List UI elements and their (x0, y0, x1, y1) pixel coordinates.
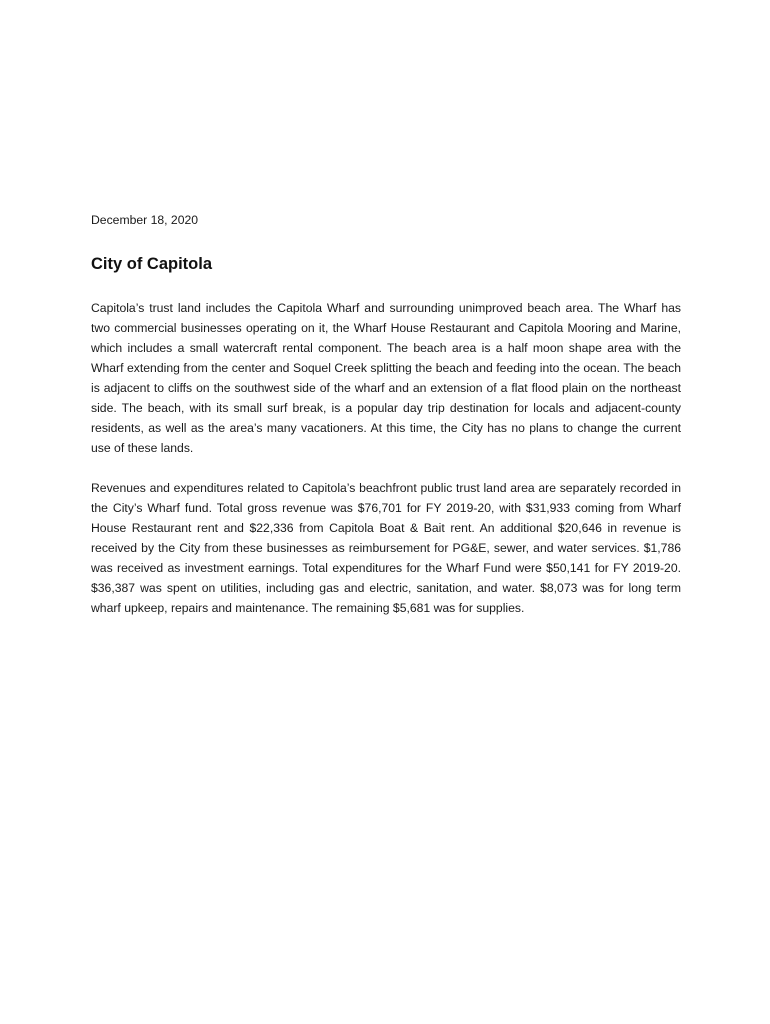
document-date: December 18, 2020 (91, 213, 199, 227)
paragraph-revenues: Revenues and expenditures related to Capitola’s beachfront public trust land area are separately recorded in the City’s Wharf fund. Total gross revenue was $76,701 for FY 2019-20, with $31,933 coming from Wharf House Restaurant rent and $22,336 from Capitola Boat & Bait rent. An additional $20,646 in revenue is received by the City from these businesses as reimbursement for PG&E, sewer, and water services. $1,786 was received as investment earnings. Total expenditures for the Wharf Fund were $50,141 for FY 2019-20. $36,387 was spent on utilities, including gas and electric, sanitation, and water. $8,073 was for long term wharf upkeep, repairs and maintenance. The remaining $5,681 was for supplies. (91, 481, 681, 615)
document-title: City of Capitola (91, 255, 213, 273)
paragraph-trust-land: Capitola’s trust land includes the Capitola Wharf and surrounding unimproved beach area. The Wharf has two commercial businesses operating on it, the Wharf House Restaurant and Capitola Mooring and Marine, which includes a small watercraft rental component. The beach area is a half moon shape area with the Wharf extending from the center and Soquel Creek splitting the beach and feeding into the ocean. The beach is adjacent to cliffs on the southwest side of the wharf and an extension of a flat flood plain on the northeast side. The beach, with its small surf break, is a popular day trip destination for locals and adjacent-county residents, as well as the area’s many vacationers. At this time, the City has no plans to change the current use of these lands. (91, 301, 681, 455)
document-body (91, 210, 681, 638)
